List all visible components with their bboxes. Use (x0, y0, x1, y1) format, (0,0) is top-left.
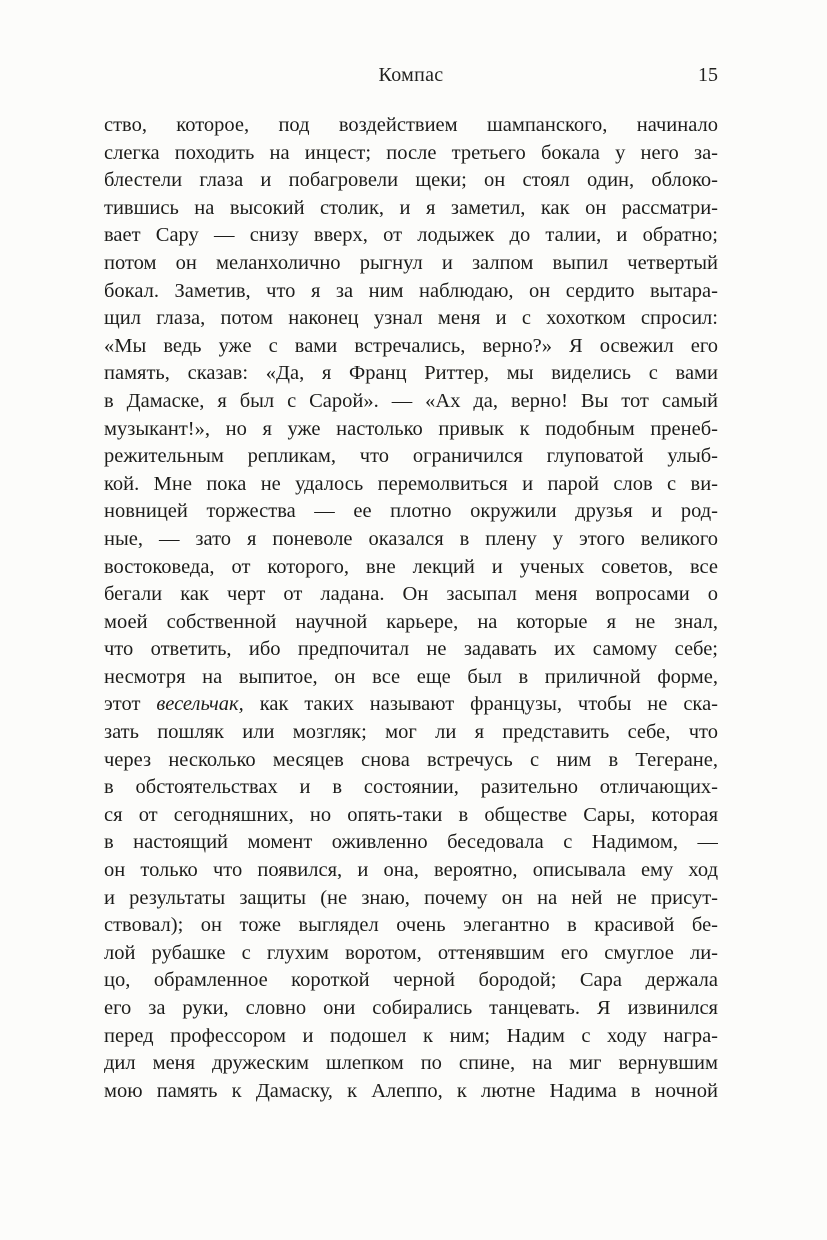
text-block (104, 112, 718, 1105)
text-line: в Дамаске, я был с Сарой». — «Ах да, верно! Вы тот самый (104, 389, 718, 412)
text-line: перед профессором и подошел к ним; Надим с ходу награ- (104, 1024, 718, 1047)
text-line: режительным репликам, что ограничился глуповатой улыб- (104, 445, 718, 468)
italic-text: весельчак, (156, 693, 244, 716)
text-line: через несколько месяцев снова встречусь с ним в Тегеране, (104, 748, 718, 771)
text-line: музыкант!», но я уже настолько привык к подобным пренеб- (104, 417, 718, 440)
text-line: память, сказав: «Да, я Франц Риттер, мы виделись с вами (104, 362, 718, 385)
running-title: Компас (378, 64, 444, 86)
text-line: щил глаза, потом наконец узнал меня и с хохотком спросил: (104, 307, 718, 330)
text-line: его за руки, словно они собирались танцевать. Я извинился (104, 997, 718, 1019)
text-line: и результаты защиты (не знаю, почему он на ней не присут- (104, 886, 718, 909)
text-line: дил меня дружеским шлепком по спине, на миг вернувшим (104, 1052, 718, 1075)
text-line: он только что появился, и она, вероятно, описывала ему ход (104, 859, 718, 882)
text-line: бокал. Заметив, что я за ним наблюдаю, он сердито вытара- (104, 279, 718, 302)
text-line (104, 691, 718, 719)
text-line: тившись на высокий столик, и я заметил, как он рассматри- (104, 196, 718, 219)
text-line: «Мы ведь уже с вами встречались, верно?» Я освежил его (104, 334, 718, 357)
text-line: лой рубашке с глухим воротом, оттенявшим его смуглое ли- (104, 941, 718, 964)
text-line: бегали как черт от ладана. Он засыпал меня вопросами о (104, 583, 718, 606)
text-line: в настоящий момент оживленно беседовала с Надимом, — (104, 831, 718, 854)
text-line: ные, — зато я поневоле оказался в плену у этого великого (104, 527, 718, 550)
text-line: слегка походить на инцест; после третьего бокала у него за- (104, 141, 718, 164)
page-header (104, 61, 718, 89)
text-line: ство, которое, под воздействием шампанского, начинало (104, 114, 718, 136)
text-line: вает Сару — снизу вверх, от лодыжек до талии, и обратно; (104, 224, 718, 247)
page-number: 15 (698, 64, 718, 86)
text-line: в обстоятельствах и в состоянии, разительно отличающих- (104, 776, 718, 799)
text-line: ся от сегодняшних, но опять-таки в обществе Сары, которая (104, 803, 718, 826)
plain-text: этот (104, 693, 157, 716)
text-line: потом он меланхолично рыгнул и залпом выпил четвертый (104, 251, 718, 274)
text-line: новницей торжества — ее плотно окружили друзья и род- (104, 500, 718, 523)
plain-text: как таких называют французы, чтобы не ска- (243, 693, 718, 716)
text-line: моей собственной научной карьере, на которые я не знал, (104, 610, 718, 633)
text-line: востоковеда, от которого, вне лекций и ученых советов, все (104, 555, 718, 578)
text-line: ствовал); он тоже выглядел очень элегантно в красивой бе- (104, 914, 718, 937)
text-line: несмотря на выпитое, он все еще был в приличной форме, (104, 665, 718, 688)
text-line: зать пошляк или мозгляк; мог ли я представить себе, что (104, 721, 718, 744)
text-line: кой. Мне пока не удалось перемолвиться и парой слов с ви- (104, 472, 718, 495)
text-line: что ответить, ибо предпочитал не задавать их самому себе; (104, 638, 718, 661)
text-line: цо, обрамленное короткой черной бородой; Сара держала (104, 969, 718, 992)
text-line: блестели глаза и побагровели щеки; он стоял один, облоко- (104, 169, 718, 192)
text-line: мою память к Дамаску, к Алеппо, к лютне Надима в ночной (104, 1079, 718, 1102)
